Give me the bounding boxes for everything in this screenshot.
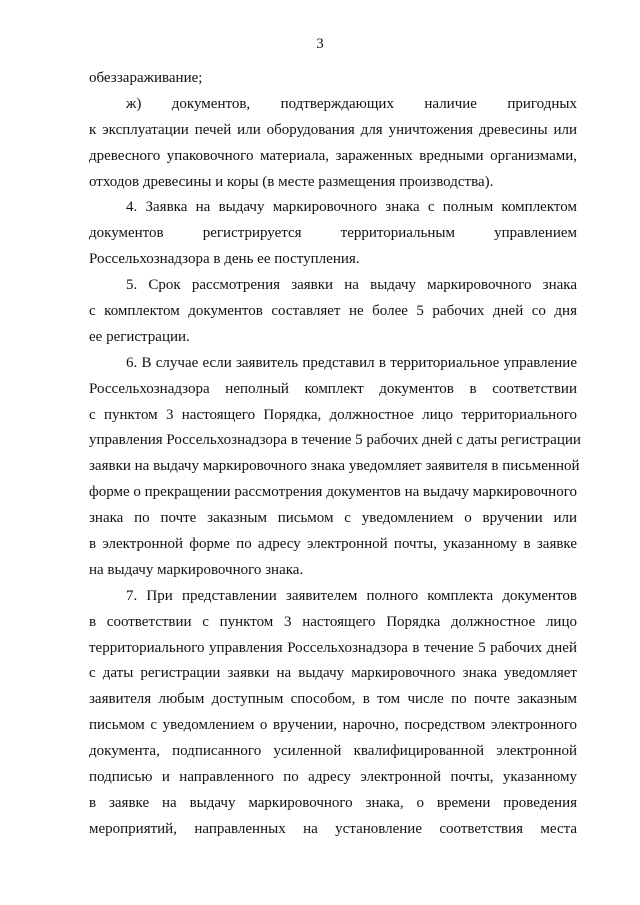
text-line: 6. В случае если заявитель представил в территориальное управление <box>126 354 577 371</box>
text-line: подписью и направленного по адресу электронной почты, указанному <box>89 769 577 786</box>
text-line: с пунктом 3 настоящего Порядка, должностное лицо территориального <box>89 406 577 423</box>
text-line: с комплектом документов составляет не более 5 рабочих дней со дня <box>89 303 577 320</box>
text-line: Россельхознадзора неполный комплект документов в соответствии <box>89 380 577 397</box>
text-line: на выдачу маркировочного знака. <box>89 561 304 578</box>
text-line: форме о прекращении рассмотрения документов на выдачу маркировочного <box>89 484 577 501</box>
text-line: 7. При представлении заявителем полного комплекта документов <box>126 587 577 604</box>
text-line: обеззараживание; <box>89 70 203 86</box>
text-line: документа, подписанного усиленной квалифицированной электронной <box>89 743 577 760</box>
text-line: заявки на выдачу маркировочного знака уведомляет заявителя в письменной <box>89 458 580 475</box>
text-line: к эксплуатации печей или оборудования для уничтожения древесины или <box>89 121 577 138</box>
text-line: управления Россельхознадзора в течение 5 рабочих дней с даты регистрации <box>89 432 581 449</box>
text-line: письмом с уведомлением о вручении, нарочно, посредством электронного <box>89 717 577 734</box>
text-line: мероприятий, направленных на установление соответствия места <box>89 820 577 837</box>
text-line: древесного упаковочного материала, зараженных вредными организмами, <box>89 147 577 164</box>
text-line: с даты регистрации заявки на выдачу маркировочного знака уведомляет <box>89 665 577 682</box>
text-line: территориального управления Россельхознадзора в течение 5 рабочих дней <box>89 639 577 656</box>
text-line: в соответствии с пунктом 3 настоящего Порядка должностное лицо <box>89 613 577 630</box>
text-line: знака по почте заказным письмом с уведомлением о вручении или <box>89 510 577 527</box>
text-line: ее регистрации. <box>89 328 190 345</box>
document-body <box>89 66 581 843</box>
text-line: ж) документов, подтверждающих наличие пригодных <box>126 95 577 112</box>
text-line: заявителя любым доступным способом, в том числе по почте заказным <box>89 691 577 708</box>
text-line: 5. Срок рассмотрения заявки на выдачу маркировочного знака <box>126 277 577 294</box>
text-line: отходов древесины и коры (в месте размещения производства). <box>89 173 494 190</box>
text-line: в заявке на выдачу маркировочного знака, о времени проведения <box>89 794 577 811</box>
text-line: 4. Заявка на выдачу маркировочного знака с полным комплектом <box>126 199 577 216</box>
text-line: Россельхознадзора в день ее поступления. <box>89 251 360 268</box>
text-line: в электронной форме по адресу электронной почты, указанному в заявке <box>89 536 577 553</box>
text-line: документов регистрируется территориальным управлением <box>89 225 577 242</box>
page-number: 3 <box>316 36 324 52</box>
